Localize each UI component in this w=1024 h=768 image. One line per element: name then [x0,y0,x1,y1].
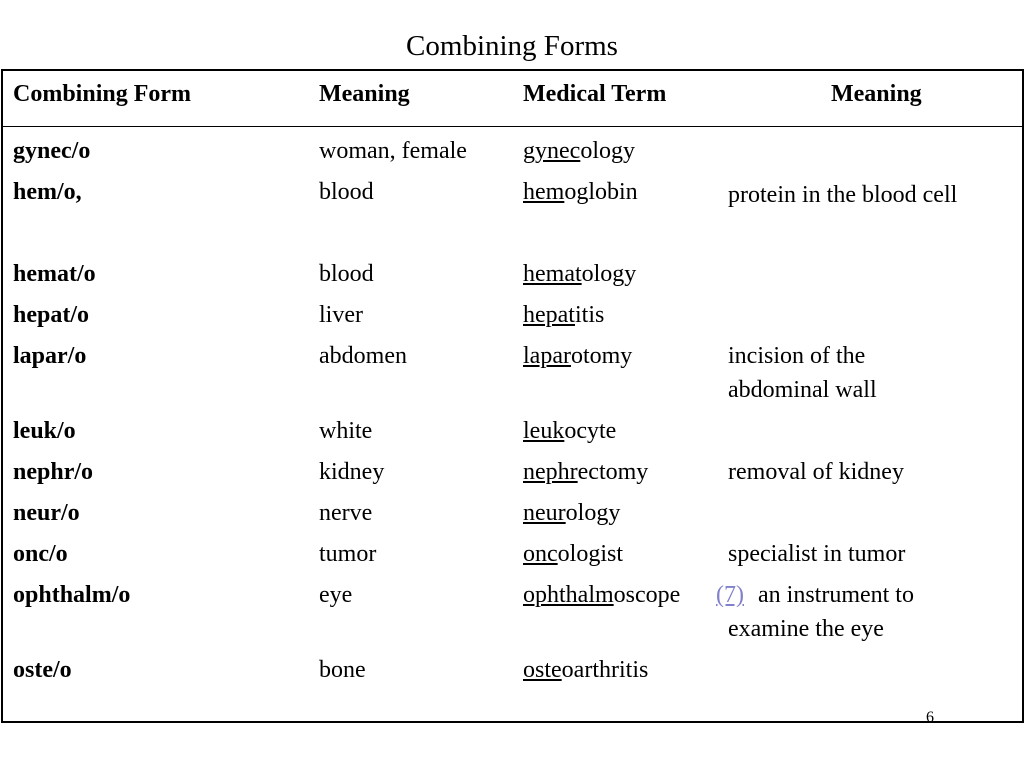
term-root: hepat [523,302,575,328]
term-suffix: ology [581,261,637,287]
term-suffix: ectomy [577,459,649,485]
meaning-cell: liver [319,302,363,328]
term-suffix: oglobin [564,179,638,205]
term-root: nephr [523,459,578,485]
slide-title: Combining Forms [406,30,618,62]
header-medical-term: Medical Term [523,81,667,107]
medical-term-cell [523,134,635,168]
combining-form-cell: gynec/o [13,138,91,164]
combining-form-cell: oste/o [13,657,72,683]
medical-term-cell [523,653,648,687]
term-meaning-text: an instrument to examine the eye [728,582,914,642]
medical-term-cell [523,257,636,291]
term-suffix: ology [565,500,621,526]
term-root: hemat [523,261,582,287]
header-meaning: Meaning [319,81,410,107]
header-divider [3,126,1022,127]
term-suffix: ologist [557,541,623,567]
combining-form-cell: neur/o [13,500,80,526]
medical-term-cell [523,537,623,571]
combining-forms-table [1,69,1024,723]
meaning-cell: white [319,418,373,444]
term-meaning-cell: protein in the blood cell [728,182,958,208]
header-combining-form: Combining Form [13,81,192,107]
term-suffix: oscope [613,582,681,608]
combining-form-cell: ophthalm/o [13,582,131,608]
meaning-cell: abdomen [319,343,407,369]
term-meaning-cell: incision of the abdominal wall [728,343,877,403]
meaning-cell: nerve [319,500,373,526]
combining-form-cell: nephr/o [13,459,94,485]
term-root: lapar [523,343,571,369]
meaning-cell: kidney [319,459,385,485]
meaning-cell: bone [319,657,366,683]
term-suffix: ology [580,138,635,164]
meaning-cell: blood [319,261,374,287]
meaning-cell: blood [319,179,374,205]
term-suffix: oarthritis [561,657,649,683]
medical-term-cell [523,339,632,373]
term-suffix: ocyte [564,418,617,444]
meaning-cell: tumor [319,541,377,567]
term-root: onc [523,541,558,567]
combining-form-cell: hem/o, [13,179,82,205]
term-root: gynec [523,138,581,164]
page-number: 6 [926,709,934,726]
medical-term-cell [523,496,620,530]
medical-term-cell [523,298,604,332]
term-root: oste [523,657,562,683]
combining-form-cell: leuk/o [13,418,76,444]
reference-link[interactable]: (7) [716,582,744,608]
header-term-meaning: Meaning [831,81,922,107]
combining-form-cell: hemat/o [13,261,96,287]
medical-term-cell [523,578,680,612]
term-meaning-cell: specialist in tumor [728,541,906,567]
term-root: hem [523,179,565,205]
term-suffix: otomy [570,343,633,369]
meaning-cell: eye [319,582,353,608]
medical-term-cell [523,175,638,209]
term-root: leuk [523,418,565,444]
meaning-cell: woman, female [319,138,467,164]
term-root: neur [523,500,566,526]
term-meaning-cell [716,578,968,646]
medical-term-cell [523,455,648,489]
combining-form-cell: onc/o [13,541,68,567]
term-meaning-cell: removal of kidney [728,459,904,485]
medical-term-cell [523,414,616,448]
combining-form-cell: lapar/o [13,343,87,369]
term-root: ophthalm [523,582,614,608]
term-suffix: itis [574,302,605,328]
combining-form-cell: hepat/o [13,302,90,328]
